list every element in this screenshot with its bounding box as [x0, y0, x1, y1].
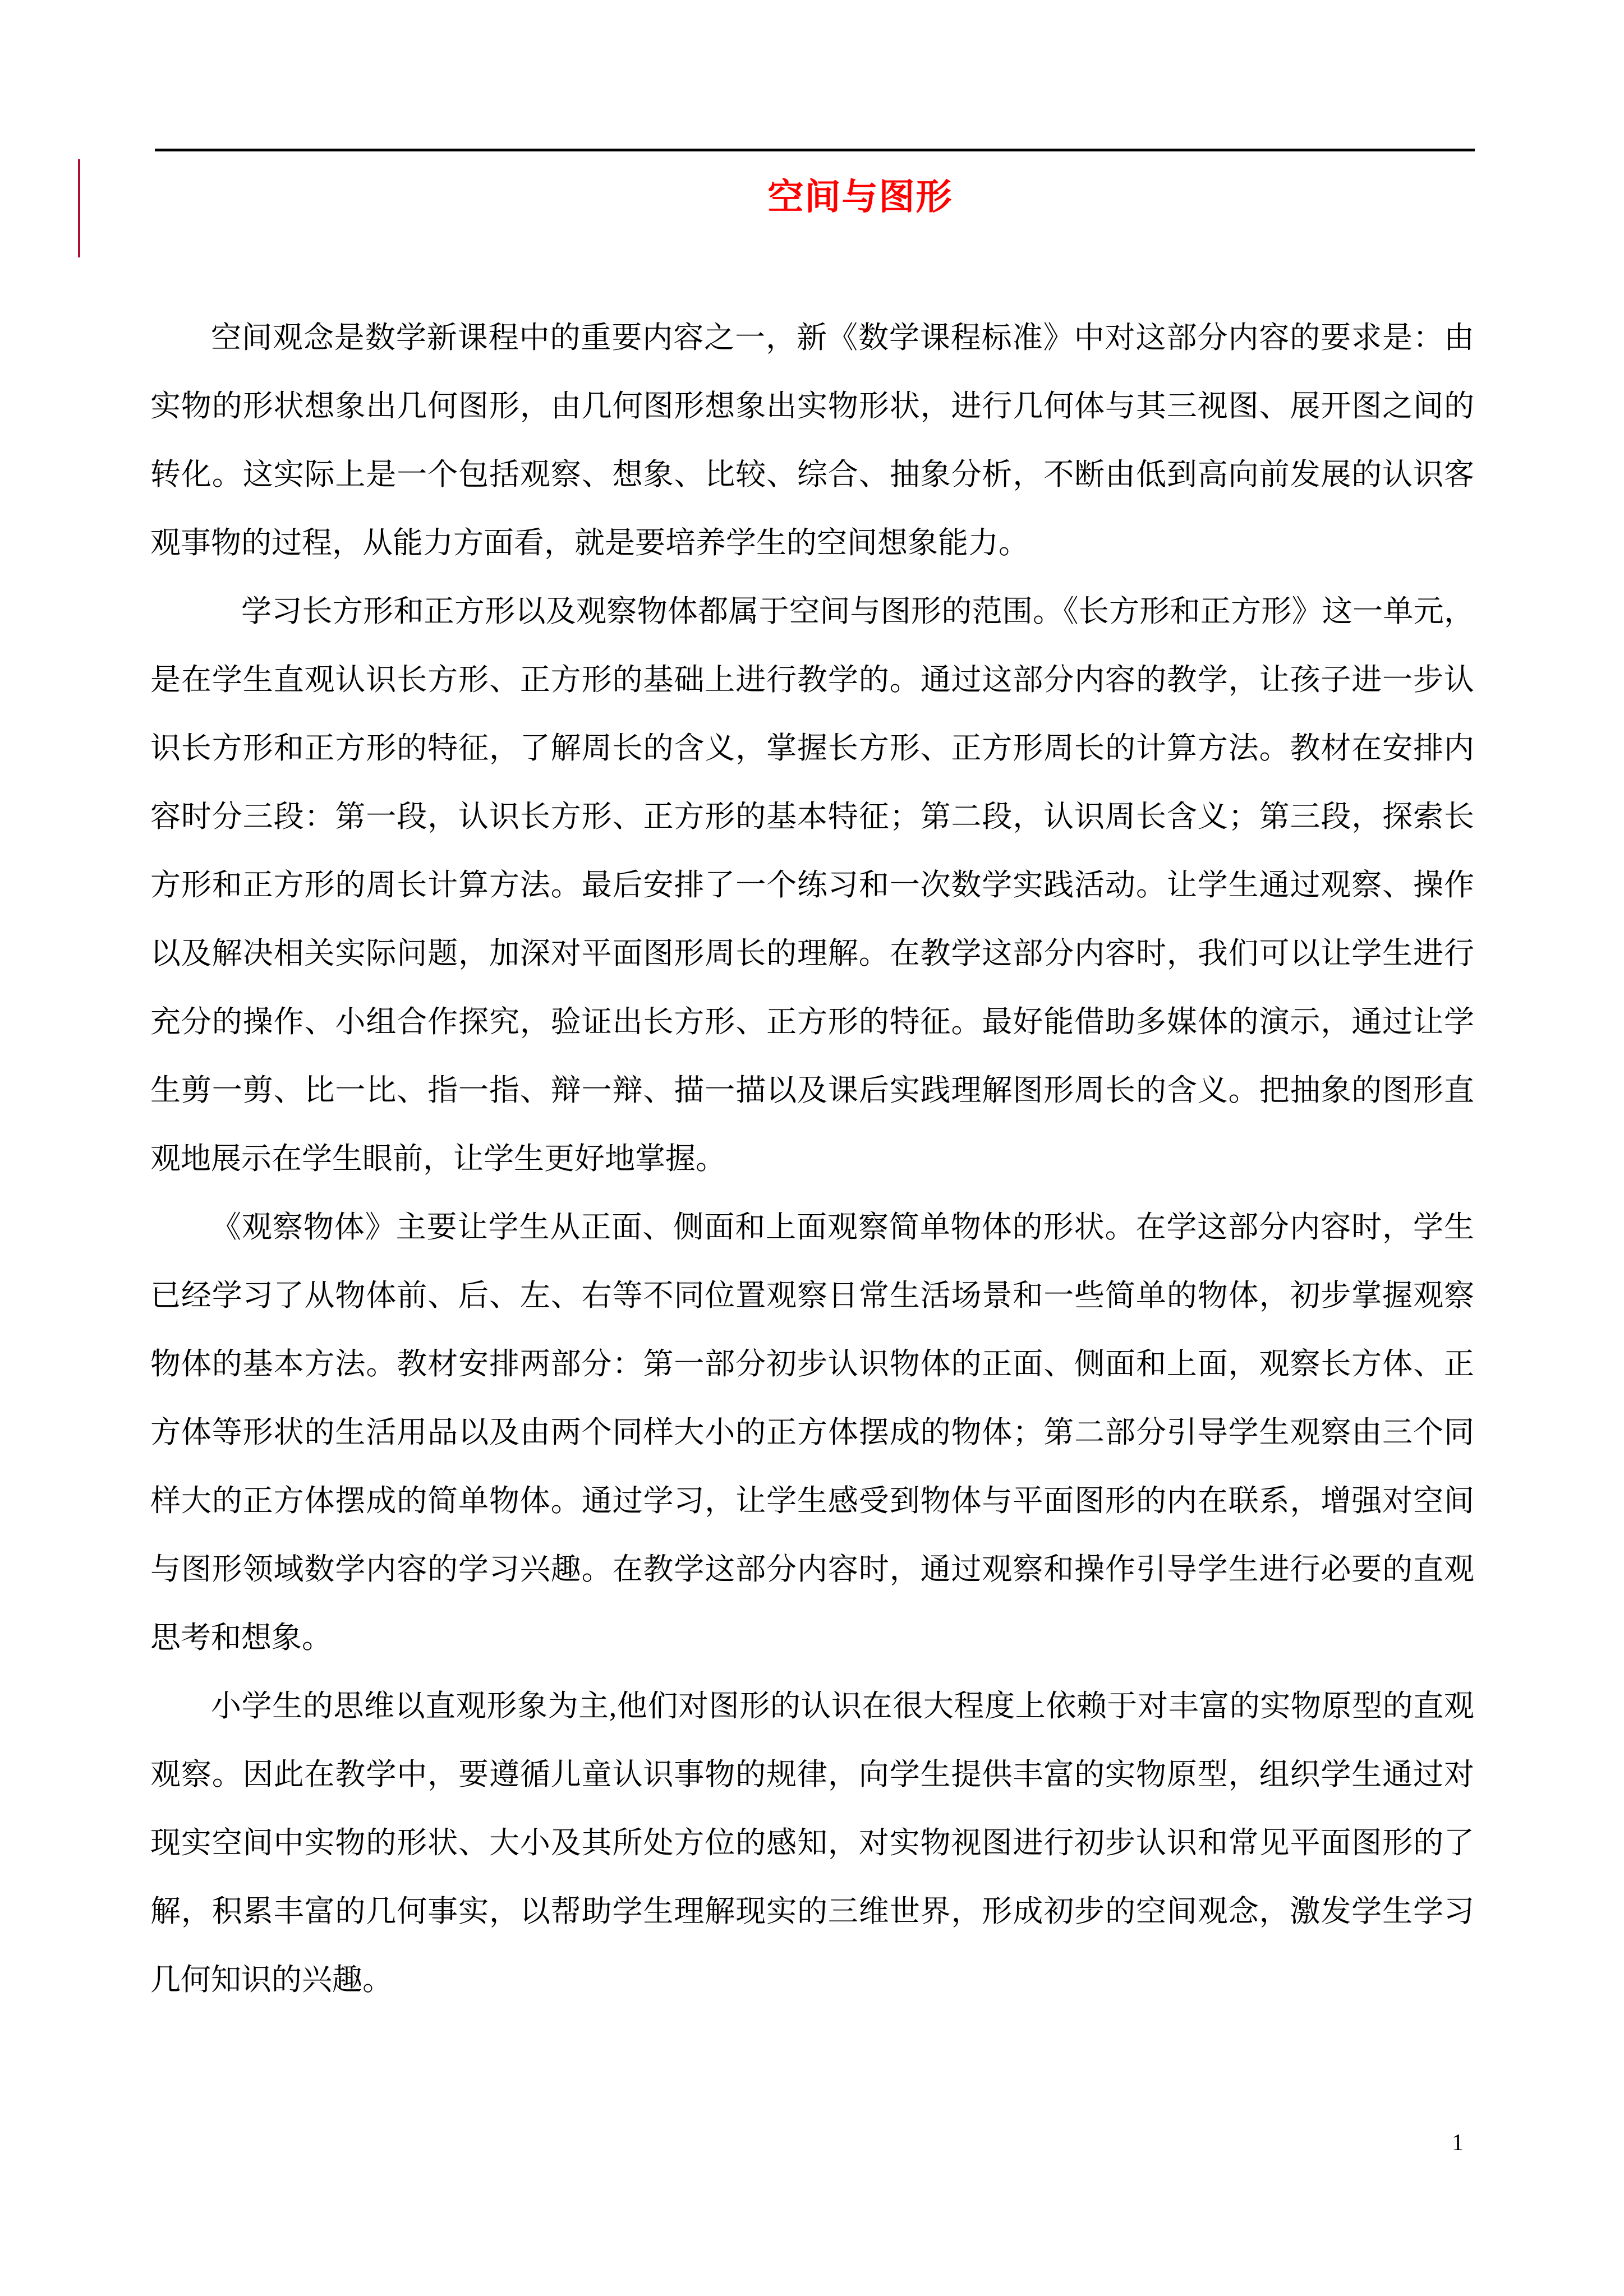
header-rule — [155, 149, 1475, 151]
paragraph-observing-objects: 《观察物体》主要让学生从正面、侧面和上面观察简单物体的形状。在学这部分内容时，学生已经学习了从物体前、后、左、右等不同位置观察日常生活场景和一些简单的物体，初步掌握观察物体的基本方法。教材安排两部分：第一部分初步认识物体的正面、侧面和上面，观察长方体、正方体等形状的生活用品以及由两个同样大小的正方体摆成的物体；第二部分引导学生观察由三个同样大的正方体摆成的简单物体。通过学习，让学生感受到物体与平面图形的内在联系，增强对空间与图形领域数学内容的学习兴趣。在教学这部分内容时，通过观察和操作引导学生进行必要的直观思考和想象。 — [150, 1210, 1474, 1654]
paragraph-rectangle-square-unit: 学习长方形和正方形以及观察物体都属于空间与图形的范围。《长方形和正方形》这一单元，是在学生直观认识长方形、正方形的基础上进行教学的。通过这部分内容的教学，让孩子进一步认识长方形和正方形的特征，了解周长的含义，掌握长方形、正方形周长的计算方法。教材在安排内容时分三段：第一段，认识长方形、正方形的基本特征；第二段，认识周长含义；第三段，探索长方形和正方形的周长计算方法。最后安排了一个练习和一次数学实践活动。让学生通过观察、操作以及解决相关实际问题，加深对平面图形周长的理解。在教学这部分内容时，我们可以让学生进行充分的操作、小组合作探究，验证出长方形、正方形的特征。最好能借助多媒体的演示，通过让学生剪一剪、比一比、指一指、辩一辩、描一描以及课后实践理解图形周长的含义。把抽象的图形直观地展示在学生眼前，让学生更好地掌握。 — [150, 594, 1474, 1175]
paragraph-pupil-thinking: 小学生的思维以直观形象为主,他们对图形的认识在很大程度上依赖于对丰富的实物原型的直观观察。因此在教学中，要遵循儿童认识事物的规律，向学生提供丰富的实物原型，组织学生通过对现实空间中实物的形状、大小及其所处方位的感知，对实物视图进行初步认识和常见平面图形的了解，积累丰富的几何事实，以帮助学生理解现实的三维世界，形成初步的空间观念，激发学生学习几何知识的兴趣。 — [150, 1689, 1474, 1997]
document-body — [150, 303, 1474, 2014]
page-number: 1 — [1452, 2130, 1464, 2156]
document-title: 空间与图形 — [767, 177, 953, 217]
margin-revision-bar — [78, 159, 80, 257]
paragraph-space-concept: 空间观念是数学新课程中的重要内容之一，新《数学课程标准》中对这部分内容的要求是：由实物的形状想象出几何图形，由几何图形想象出实物形状，进行几何体与其三视图、展开图之间的转化。这实际上是一个包括观察、想象、比较、综合、抽象分析，不断由低到高向前发展的认识客观事物的过程，从能力方面看，就是要培养学生的空间想象能力。 — [150, 321, 1474, 560]
